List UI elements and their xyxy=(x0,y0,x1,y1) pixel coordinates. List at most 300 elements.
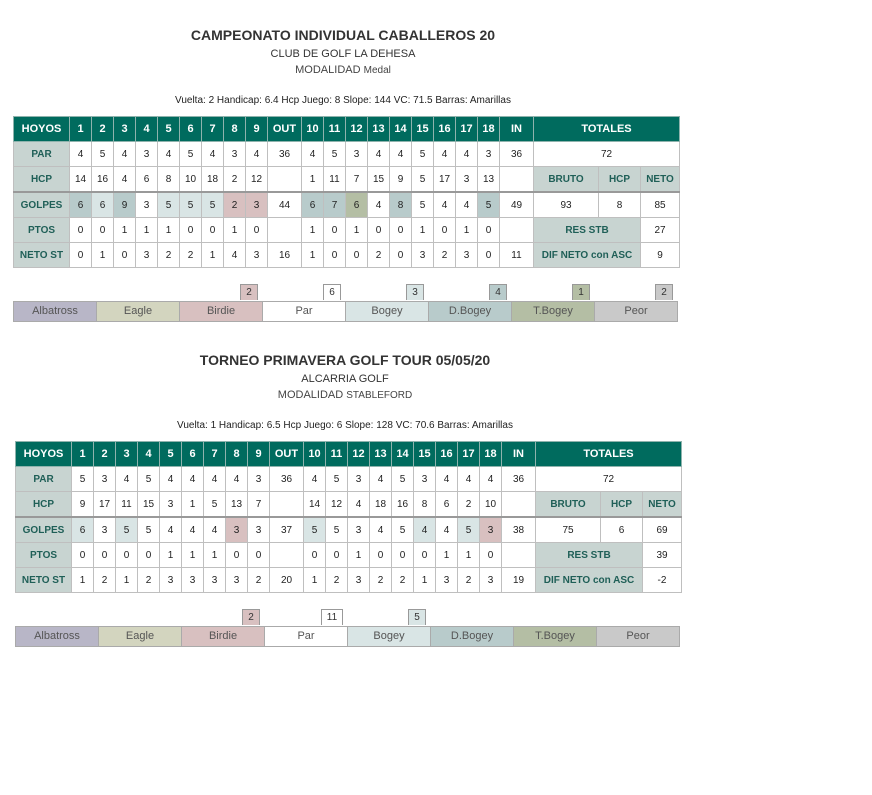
hole-number: 11 xyxy=(324,117,346,142)
neto-label: NETO xyxy=(641,167,680,193)
ptos-cell: 0 xyxy=(92,218,114,243)
par-cell: 36 xyxy=(500,142,534,167)
hole-number: 10 xyxy=(304,442,326,467)
ptos-cell: 0 xyxy=(434,218,456,243)
hcp-cell: 10 xyxy=(180,167,202,193)
hcp-cell: 3 xyxy=(160,492,182,518)
neto-st-cell: 3 xyxy=(136,243,158,268)
hcp-cell: 7 xyxy=(248,492,270,518)
neto-label: NETO xyxy=(643,492,682,518)
par-cell: 36 xyxy=(268,142,302,167)
hcp-cell: 2 xyxy=(224,167,246,193)
legend-birdie xyxy=(179,287,263,322)
golpes-cell: 5 xyxy=(392,517,414,543)
dif-neto-label: DIF NETO con ASC xyxy=(534,243,641,268)
legend-label: Birdie xyxy=(208,630,238,642)
golpes-cell: 5 xyxy=(326,517,348,543)
legend-label: Albatross xyxy=(32,305,78,317)
ptos-cell: 1 xyxy=(436,543,458,568)
golpes-cell: 3 xyxy=(480,517,502,543)
hole-number: 12 xyxy=(346,117,368,142)
club-name: CLUB DE GOLF LA DEHESA xyxy=(270,48,416,60)
modalidad-label: MODALIDAD xyxy=(295,64,361,76)
neto-st-cell: 16 xyxy=(268,243,302,268)
golpes-cell: 5 xyxy=(138,517,160,543)
golpes-cell: 5 xyxy=(158,192,180,218)
par-cell: 4 xyxy=(158,142,180,167)
par-cell: 3 xyxy=(346,142,368,167)
hcp-cell: 7 xyxy=(346,167,368,193)
neto-st-cell: 0 xyxy=(114,243,136,268)
hole-number: 10 xyxy=(302,117,324,142)
bruto-label: BRUTO xyxy=(536,492,601,518)
hcp-cell: 8 xyxy=(414,492,436,518)
hole-number: 5 xyxy=(160,442,182,467)
par-cell: 5 xyxy=(138,467,160,492)
golpes-cell: 3 xyxy=(248,517,270,543)
neto-st-cell: 3 xyxy=(348,568,370,593)
ptos-cell: 1 xyxy=(412,218,434,243)
hcp-row xyxy=(14,167,680,193)
ptos-cell: 1 xyxy=(348,543,370,568)
golpes-cell: 5 xyxy=(180,192,202,218)
neto-st-cell: 2 xyxy=(248,568,270,593)
hcp-cell: 18 xyxy=(370,492,392,518)
ptos-cell: 0 xyxy=(414,543,436,568)
neto-st-cell: 3 xyxy=(204,568,226,593)
ptos-cell: 0 xyxy=(248,543,270,568)
scorecard-table xyxy=(15,441,682,593)
hcp-cell: 12 xyxy=(246,167,268,193)
hole-number: 12 xyxy=(348,442,370,467)
legend-label: Par xyxy=(295,305,313,317)
ptos-cell: 0 xyxy=(70,218,92,243)
legend-peor xyxy=(594,287,678,322)
par-cell: 5 xyxy=(412,142,434,167)
ptos-label: PTOS xyxy=(16,543,72,568)
hcp-cell xyxy=(268,167,302,193)
hcp-cell: 1 xyxy=(182,492,204,518)
in-header: IN xyxy=(500,117,534,142)
scorecard-table xyxy=(13,116,680,268)
legend-tbogey xyxy=(511,287,595,322)
neto-st-cell: 0 xyxy=(346,243,368,268)
modalidad-value: STABLEFORD xyxy=(346,390,413,401)
ptos-cell: 0 xyxy=(370,543,392,568)
ptos-label: PTOS xyxy=(14,218,70,243)
neto-value: 69 xyxy=(643,517,682,543)
par-cell: 4 xyxy=(390,142,412,167)
legend-par xyxy=(262,287,346,322)
hcp-total-value: 8 xyxy=(599,192,641,218)
hole-number: 6 xyxy=(180,117,202,142)
legend-tbogey xyxy=(513,626,597,647)
hole-number: 6 xyxy=(182,442,204,467)
modalidad-label: MODALIDAD xyxy=(277,389,344,401)
hcp-cell: 11 xyxy=(116,492,138,518)
ptos-cell: 0 xyxy=(326,543,348,568)
legend-birdie xyxy=(181,612,265,647)
golpes-cell: 44 xyxy=(268,192,302,218)
res-stb-value: 39 xyxy=(643,543,682,568)
golpes-cell: 6 xyxy=(70,192,92,218)
neto-st-cell: 1 xyxy=(72,568,94,593)
par-cell: 5 xyxy=(180,142,202,167)
neto-st-cell: 3 xyxy=(160,568,182,593)
hole-number: 2 xyxy=(92,117,114,142)
golpes-cell: 4 xyxy=(414,517,436,543)
ptos-cell: 0 xyxy=(94,543,116,568)
hole-number: 15 xyxy=(414,442,436,467)
legend-eagle xyxy=(98,626,182,647)
golpes-cell: 4 xyxy=(204,517,226,543)
par-cell: 4 xyxy=(246,142,268,167)
hcp-cell: 8 xyxy=(158,167,180,193)
ptos-cell: 0 xyxy=(478,218,500,243)
hcp-cell: 18 xyxy=(202,167,224,193)
golpes-label: GOLPES xyxy=(14,192,70,218)
hole-number: 8 xyxy=(224,117,246,142)
golpes-cell: 3 xyxy=(246,192,268,218)
par-cell: 4 xyxy=(434,142,456,167)
par-cell: 5 xyxy=(392,467,414,492)
legend-label: Eagle xyxy=(125,630,155,642)
legend-label: Bogey xyxy=(371,305,403,317)
hcp-cell: 6 xyxy=(436,492,458,518)
par-cell: 4 xyxy=(226,467,248,492)
neto-st-cell: 3 xyxy=(182,568,204,593)
ptos-cell: 0 xyxy=(226,543,248,568)
hcp-total-label: HCP xyxy=(599,167,641,193)
ptos-cell: 1 xyxy=(136,218,158,243)
par-cell: 4 xyxy=(370,467,392,492)
golpes-cell: 3 xyxy=(348,517,370,543)
par-cell: 3 xyxy=(414,467,436,492)
hcp-row xyxy=(16,492,682,518)
ptos-cell: 1 xyxy=(456,218,478,243)
neto-st-cell: 20 xyxy=(270,568,304,593)
hole-number: 9 xyxy=(246,117,268,142)
par-cell: 4 xyxy=(204,467,226,492)
hole-number: 7 xyxy=(202,117,224,142)
hole-number: 8 xyxy=(226,442,248,467)
par-total: 72 xyxy=(534,142,680,167)
golpes-cell: 6 xyxy=(346,192,368,218)
neto-st-cell: 2 xyxy=(158,243,180,268)
ptos-cell: 0 xyxy=(116,543,138,568)
hcp-cell: 16 xyxy=(392,492,414,518)
golpes-cell: 5 xyxy=(116,517,138,543)
neto-st-cell: 3 xyxy=(412,243,434,268)
hcp-cell: 15 xyxy=(138,492,160,518)
golpes-cell: 7 xyxy=(324,192,346,218)
par-cell: 4 xyxy=(116,467,138,492)
out-header: OUT xyxy=(268,117,302,142)
hcp-cell: 6 xyxy=(136,167,158,193)
golpes-cell: 37 xyxy=(270,517,304,543)
legend-dbogey xyxy=(428,287,512,322)
header-row xyxy=(16,442,682,467)
hcp-cell xyxy=(270,492,304,518)
header-row xyxy=(14,117,680,142)
neto-st-row xyxy=(16,568,682,593)
ptos-cell: 0 xyxy=(392,543,414,568)
par-cell: 4 xyxy=(458,467,480,492)
hcp-cell: 1 xyxy=(302,167,324,193)
ptos-row xyxy=(14,218,680,243)
hcp-cell: 9 xyxy=(390,167,412,193)
hcp-cell: 17 xyxy=(434,167,456,193)
legend-count: 2 xyxy=(240,284,258,300)
par-cell: 3 xyxy=(348,467,370,492)
hcp-label: HCP xyxy=(14,167,70,193)
hole-number: 2 xyxy=(94,442,116,467)
hcp-label: HCP xyxy=(16,492,72,518)
ptos-cell: 0 xyxy=(304,543,326,568)
legend-count: 2 xyxy=(242,609,260,625)
res-stb-value: 27 xyxy=(641,218,680,243)
hole-number: 14 xyxy=(390,117,412,142)
legend-label: T.Bogey xyxy=(535,630,575,642)
club-name: ALCARRIA GOLF xyxy=(301,373,389,385)
hole-number: 1 xyxy=(72,442,94,467)
par-cell: 3 xyxy=(478,142,500,167)
bruto-value: 75 xyxy=(536,517,601,543)
ptos-cell: 0 xyxy=(368,218,390,243)
legend-label: D.Bogey xyxy=(448,305,492,317)
golpes-cell: 2 xyxy=(224,192,246,218)
par-cell: 5 xyxy=(92,142,114,167)
hcp-cell: 16 xyxy=(92,167,114,193)
golpes-cell: 49 xyxy=(500,192,534,218)
par-cell: 4 xyxy=(302,142,324,167)
golpes-cell: 3 xyxy=(136,192,158,218)
hcp-cell: 15 xyxy=(368,167,390,193)
par-label: PAR xyxy=(14,142,70,167)
par-cell: 36 xyxy=(270,467,304,492)
neto-st-cell: 0 xyxy=(390,243,412,268)
ptos-cell: 0 xyxy=(324,218,346,243)
res-stb-label: RES STB xyxy=(534,218,641,243)
golpes-cell: 9 xyxy=(114,192,136,218)
neto-st-cell: 4 xyxy=(224,243,246,268)
hole-number: 17 xyxy=(458,442,480,467)
hole-number: 14 xyxy=(392,442,414,467)
hcp-cell xyxy=(500,167,534,193)
legend-label: D.Bogey xyxy=(450,630,494,642)
ptos-cell: 1 xyxy=(182,543,204,568)
neto-st-cell: 2 xyxy=(94,568,116,593)
legend-count: 5 xyxy=(408,609,426,625)
ptos-cell: 0 xyxy=(180,218,202,243)
legend-bogey xyxy=(345,287,429,322)
hcp-total-value: 6 xyxy=(601,517,643,543)
hole-number: 9 xyxy=(248,442,270,467)
ptos-cell: 1 xyxy=(160,543,182,568)
hcp-cell: 14 xyxy=(304,492,326,518)
hcp-cell: 9 xyxy=(72,492,94,518)
hole-number: 17 xyxy=(456,117,478,142)
legend-count: 2 xyxy=(655,284,673,300)
neto-st-cell: 2 xyxy=(392,568,414,593)
par-cell: 4 xyxy=(70,142,92,167)
totales-header: TOTALES xyxy=(536,442,682,467)
golpes-cell: 5 xyxy=(458,517,480,543)
hcp-cell: 4 xyxy=(348,492,370,518)
neto-st-cell: 2 xyxy=(434,243,456,268)
golpes-cell: 6 xyxy=(72,517,94,543)
hole-number: 15 xyxy=(412,117,434,142)
neto-st-cell: 2 xyxy=(180,243,202,268)
par-cell: 4 xyxy=(160,467,182,492)
legend-count: 1 xyxy=(572,284,590,300)
neto-st-cell: 3 xyxy=(246,243,268,268)
hcp-cell: 11 xyxy=(324,167,346,193)
neto-st-cell: 1 xyxy=(304,568,326,593)
card-title: CAMPEONATO INDIVIDUAL CABALLEROS 20 xyxy=(190,27,496,43)
neto-st-cell: 1 xyxy=(202,243,224,268)
bruto-label: BRUTO xyxy=(534,167,599,193)
neto-st-label: NETO ST xyxy=(16,568,72,593)
legend-label: Peor xyxy=(626,630,650,642)
modalidad-value: Medal xyxy=(363,65,391,76)
legend-label: Bogey xyxy=(373,630,405,642)
golpes-cell: 5 xyxy=(304,517,326,543)
hole-number: 18 xyxy=(480,442,502,467)
hole-number: 4 xyxy=(136,117,158,142)
golpes-cell: 3 xyxy=(94,517,116,543)
neto-st-row xyxy=(14,243,680,268)
par-cell: 36 xyxy=(502,467,536,492)
ptos-cell: 1 xyxy=(158,218,180,243)
neto-st-cell: 1 xyxy=(116,568,138,593)
neto-st-cell: 3 xyxy=(456,243,478,268)
hcp-cell: 5 xyxy=(412,167,434,193)
score-legend xyxy=(15,612,679,647)
golpes-cell: 4 xyxy=(370,517,392,543)
par-cell: 3 xyxy=(136,142,158,167)
legend-label: Par xyxy=(297,630,315,642)
par-total: 72 xyxy=(536,467,682,492)
neto-st-cell: 2 xyxy=(368,243,390,268)
golpes-cell: 5 xyxy=(478,192,500,218)
golpes-cell: 3 xyxy=(226,517,248,543)
par-cell: 5 xyxy=(72,467,94,492)
hcp-cell xyxy=(502,492,536,518)
neto-st-label: NETO ST xyxy=(14,243,70,268)
neto-st-cell: 2 xyxy=(138,568,160,593)
hole-number: 1 xyxy=(70,117,92,142)
legend-count: 3 xyxy=(406,284,424,300)
ptos-cell xyxy=(502,543,536,568)
hole-number: 13 xyxy=(368,117,390,142)
hcp-cell: 5 xyxy=(204,492,226,518)
round-info: Vuelta: 2 Handicap: 6.4 Hcp Juego: 8 Slope: 144 VC: 71.5 Barras: Amarillas xyxy=(175,95,511,106)
hcp-cell: 12 xyxy=(326,492,348,518)
par-cell: 4 xyxy=(456,142,478,167)
neto-st-cell: 3 xyxy=(480,568,502,593)
hole-number: 4 xyxy=(138,442,160,467)
ptos-row xyxy=(16,543,682,568)
dif-neto-value: 9 xyxy=(641,243,680,268)
hoyos-header: HOYOS xyxy=(14,117,70,142)
hcp-total-label: HCP xyxy=(601,492,643,518)
legend-label: Peor xyxy=(624,305,648,317)
neto-st-cell: 0 xyxy=(70,243,92,268)
golpes-cell: 38 xyxy=(502,517,536,543)
hoyos-header: HOYOS xyxy=(16,442,72,467)
par-cell: 3 xyxy=(248,467,270,492)
ptos-cell: 1 xyxy=(458,543,480,568)
hcp-cell: 10 xyxy=(480,492,502,518)
par-cell: 4 xyxy=(480,467,502,492)
par-cell: 4 xyxy=(182,467,204,492)
ptos-cell: 1 xyxy=(224,218,246,243)
ptos-cell: 0 xyxy=(138,543,160,568)
golpes-cell: 4 xyxy=(182,517,204,543)
ptos-cell: 0 xyxy=(246,218,268,243)
hcp-cell: 17 xyxy=(94,492,116,518)
legend-count: 11 xyxy=(321,609,343,625)
neto-st-cell: 0 xyxy=(478,243,500,268)
golpes-label: GOLPES xyxy=(16,517,72,543)
golpes-row xyxy=(14,192,680,218)
score-legend xyxy=(13,287,677,322)
modalidad xyxy=(145,389,545,401)
ptos-cell: 1 xyxy=(302,218,324,243)
golpes-cell: 4 xyxy=(456,192,478,218)
in-header: IN xyxy=(502,442,536,467)
hcp-cell: 14 xyxy=(70,167,92,193)
modalidad xyxy=(143,64,543,76)
legend-dbogey xyxy=(430,626,514,647)
ptos-cell xyxy=(270,543,304,568)
hole-number: 16 xyxy=(436,442,458,467)
par-row xyxy=(14,142,680,167)
legend-peor xyxy=(596,626,680,647)
legend-label: Eagle xyxy=(123,305,153,317)
card-title: TORNEO PRIMAVERA GOLF TOUR 05/05/20 xyxy=(199,352,491,368)
neto-st-cell: 1 xyxy=(414,568,436,593)
neto-st-cell: 2 xyxy=(458,568,480,593)
golpes-cell: 5 xyxy=(412,192,434,218)
par-cell: 3 xyxy=(94,467,116,492)
hole-number: 3 xyxy=(116,442,138,467)
golpes-cell: 4 xyxy=(436,517,458,543)
golpes-cell: 8 xyxy=(390,192,412,218)
hcp-cell: 2 xyxy=(458,492,480,518)
ptos-cell: 1 xyxy=(204,543,226,568)
ptos-cell xyxy=(268,218,302,243)
hcp-cell: 4 xyxy=(114,167,136,193)
hole-number: 13 xyxy=(370,442,392,467)
legend-par xyxy=(264,612,348,647)
par-cell: 4 xyxy=(304,467,326,492)
dif-neto-value: -2 xyxy=(643,568,682,593)
golpes-cell: 6 xyxy=(92,192,114,218)
hcp-cell: 13 xyxy=(478,167,500,193)
neto-st-cell: 19 xyxy=(502,568,536,593)
neto-st-cell: 1 xyxy=(92,243,114,268)
res-stb-label: RES STB xyxy=(536,543,643,568)
neto-st-cell: 1 xyxy=(302,243,324,268)
par-cell: 5 xyxy=(326,467,348,492)
hcp-cell: 3 xyxy=(456,167,478,193)
legend-eagle xyxy=(96,301,180,322)
legend-albatross xyxy=(13,301,97,322)
legend-bogey xyxy=(347,612,431,647)
golpes-cell: 4 xyxy=(368,192,390,218)
